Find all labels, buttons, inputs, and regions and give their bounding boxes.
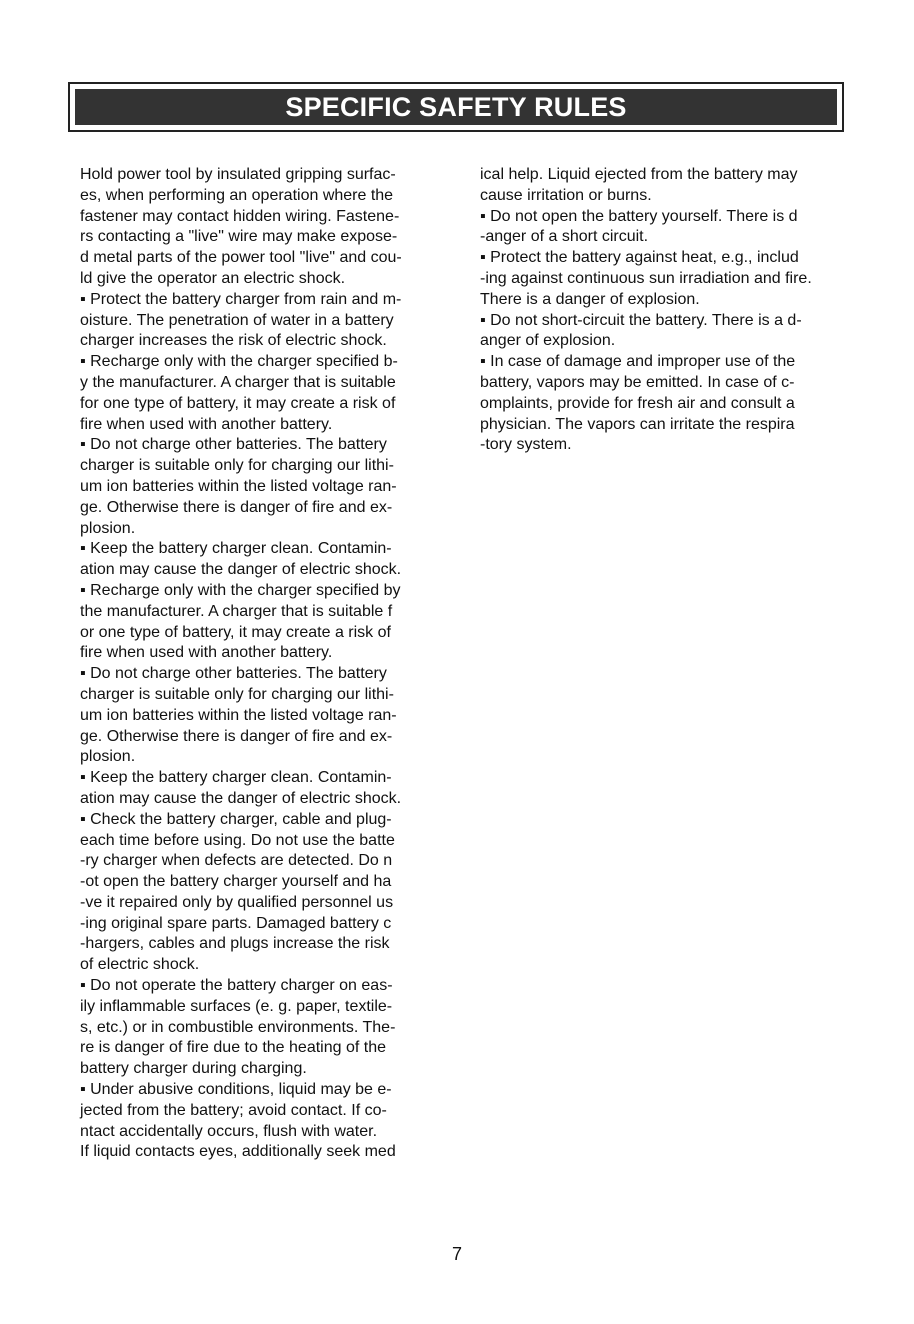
text-line: d metal parts of the power tool "live" and cou- [80, 249, 402, 267]
text-line: ation may cause the danger of electric shock. [80, 789, 402, 807]
text-line: each time before using. Do not use the batte [80, 831, 395, 849]
text-line: fire when used with another battery. [80, 415, 333, 433]
text-line: anger of explosion. [480, 332, 616, 350]
page-title: SPECIFIC SAFETY RULES [75, 89, 837, 125]
text-line: ld give the operator an electric shock. [80, 269, 346, 287]
text-line: Hold power tool by insulated gripping surfac- [80, 166, 396, 183]
text-line: ation may cause the danger of electric shock. [80, 561, 402, 579]
text-line: ▪ Keep the battery charger clean. Contamin- [80, 769, 392, 787]
text-line: for one type of battery, it may create a risk of [80, 394, 396, 412]
text-line: ical help. Liquid ejected from the battery may [480, 166, 798, 183]
text-line: ily inflammable surfaces (e. g. paper, textile- [80, 997, 393, 1015]
text-line: rs contacting a "live" wire may make expose- [80, 228, 398, 246]
text-line: um ion batteries within the listed voltage ran- [80, 706, 397, 724]
text-line: ▪ Do not operate the battery charger on eas- [80, 977, 393, 995]
text-line: jected from the battery; avoid contact. If co- [80, 1101, 387, 1119]
text-line: charger is suitable only for charging our lithi- [80, 685, 394, 703]
text-line: re is danger of fire due to the heating of the [80, 1039, 386, 1057]
text-line: ▪ Keep the battery charger clean. Contamin- [80, 540, 392, 558]
text-line: charger is suitable only for charging our lithi- [80, 457, 394, 475]
text-line: of electric shock. [80, 956, 200, 974]
text-line: plosion. [80, 748, 136, 766]
text-line: -ing original spare parts. Damaged battery c [80, 914, 392, 932]
text-line: ▪ Recharge only with the charger specified b- [80, 353, 398, 371]
text-line: oisture. The penetration of water in a battery [80, 311, 394, 329]
text-line: um ion batteries within the listed voltage ran- [80, 477, 397, 495]
text-line: ▪ Do not charge other batteries. The battery [80, 436, 387, 454]
text-line: or one type of battery, it may create a risk of [80, 623, 391, 641]
text-line: y the manufacturer. A charger that is suitable [80, 373, 396, 391]
text-line: cause irritation or burns. [480, 186, 652, 204]
text-line: plosion. [80, 519, 136, 537]
text-line: There is a danger of explosion. [480, 290, 700, 308]
right-text-column [480, 165, 812, 456]
text-line: -tory system. [480, 436, 572, 454]
text-line: ▪ Do not short-circuit the battery. There is a d- [480, 311, 802, 329]
text-line: fire when used with another battery. [80, 644, 333, 662]
text-line: s, etc.) or in combustible environments. The- [80, 1018, 396, 1036]
text-line: -ing against continuous sun irradiation and fire. [480, 269, 812, 287]
text-line: ge. Otherwise there is danger of fire and ex- [80, 498, 393, 516]
text-line: -ve it repaired only by qualified personnel us [80, 893, 394, 911]
text-line: charger increases the risk of electric shock. [80, 332, 387, 350]
text-line: ▪ Do not open the battery yourself. There is d [480, 207, 798, 225]
text-line: ▪ Recharge only with the charger specified by [80, 581, 401, 599]
title-frame [68, 82, 844, 132]
page-number: 7 [451, 1244, 462, 1264]
text-line: -hargers, cables and plugs increase the risk [80, 935, 390, 953]
text-line: ntact accidentally occurs, flush with water. [80, 1122, 378, 1140]
text-line: battery charger during charging. [80, 1060, 307, 1078]
text-line: ▪ Check the battery charger, cable and plug- [80, 810, 392, 828]
text-line: -anger of a short circuit. [480, 228, 649, 246]
text-line: es, when performing an operation where the [80, 186, 394, 204]
text-line: ▪ Protect the battery charger from rain and m- [80, 290, 402, 308]
text-line: fastener may contact hidden wiring. Fastene- [80, 207, 400, 225]
text-line: physician. The vapors can irritate the respira [480, 415, 795, 433]
text-line: ▪ Under abusive conditions, liquid may be e- [80, 1081, 392, 1099]
left-text-column [80, 165, 402, 1163]
text-line: the manufacturer. A charger that is suitable f [80, 602, 393, 620]
text-line: ge. Otherwise there is danger of fire and ex- [80, 727, 393, 745]
text-line: ▪ Protect the battery against heat, e.g., includ [480, 249, 799, 267]
text-line: battery, vapors may be emitted. In case of c- [480, 373, 795, 391]
text-line: -ot open the battery charger yourself and ha [80, 873, 392, 891]
text-line: ▪ In case of damage and improper use of the [480, 353, 796, 371]
text-line: omplaints, provide for fresh air and consult a [480, 394, 795, 412]
text-line: -ry charger when defects are detected. Do n [80, 852, 393, 870]
text-line: ▪ Do not charge other batteries. The battery [80, 665, 387, 683]
text-line: If liquid contacts eyes, additionally seek med [80, 1143, 396, 1161]
